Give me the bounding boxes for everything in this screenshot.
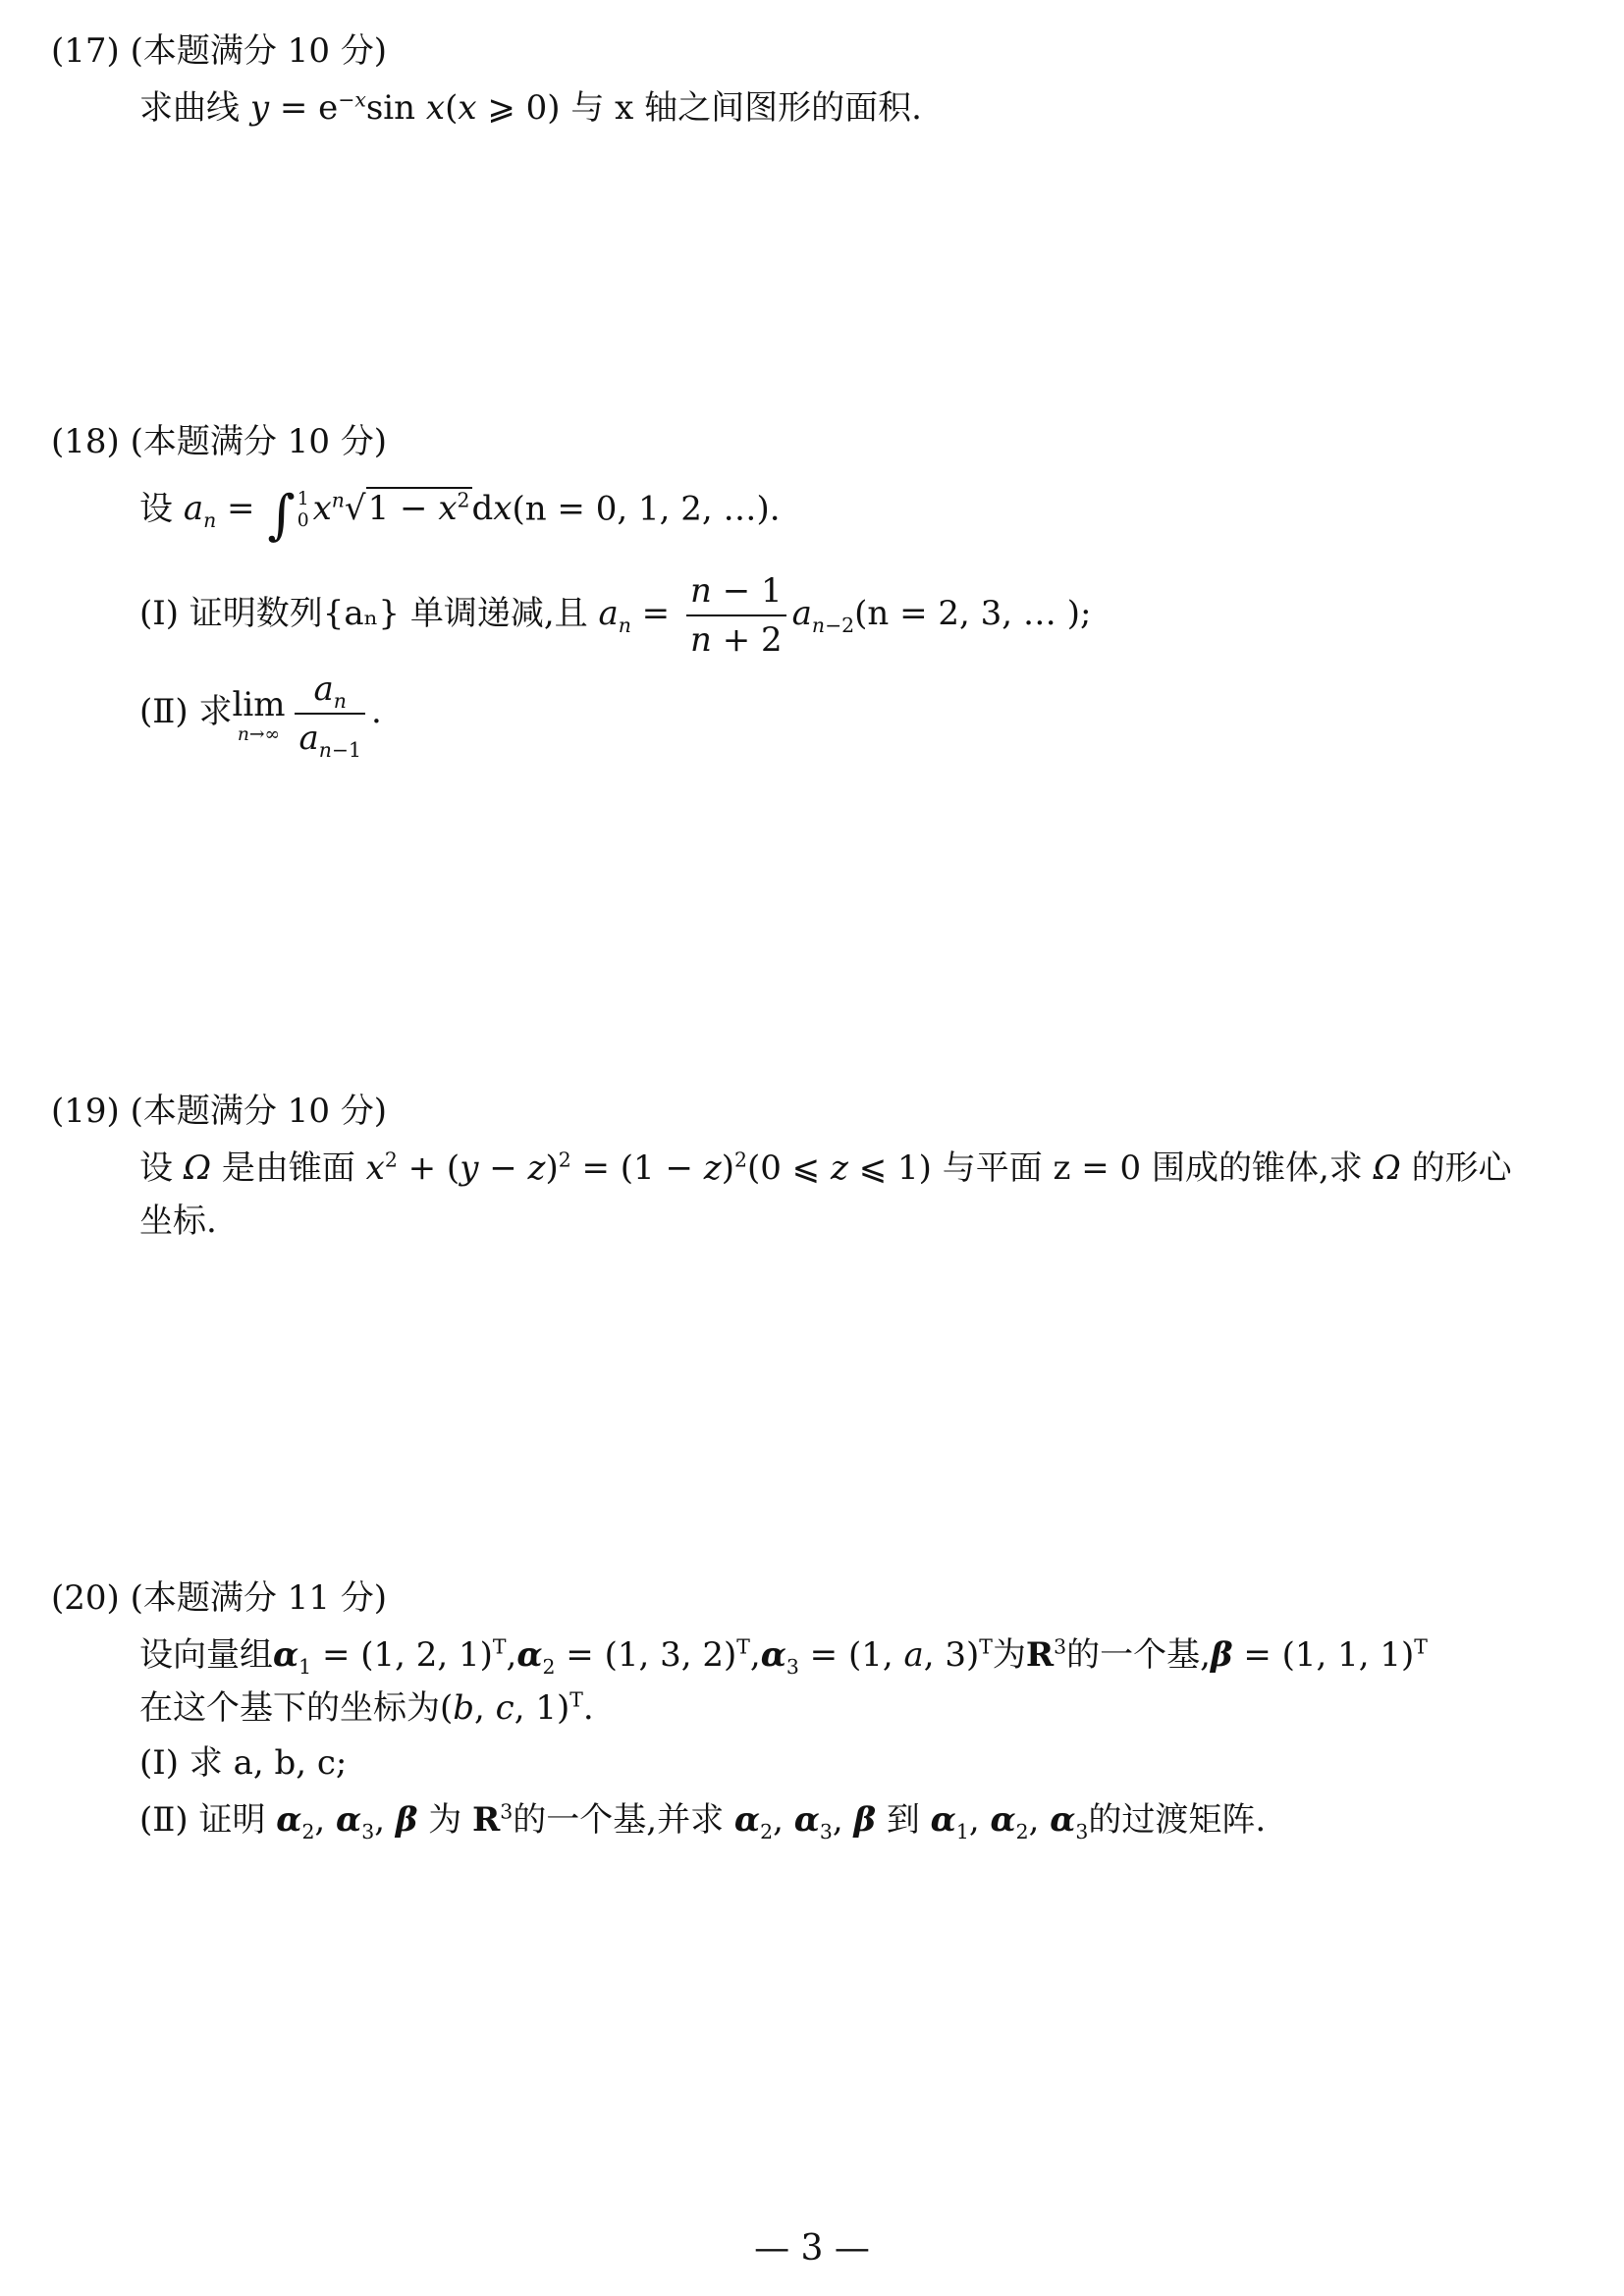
question-20-header — [51, 1576, 387, 1620]
page-number: — 3 — — [754, 2228, 870, 2269]
q18-integral-formula: $a_n$ = ∫ 1 0 $x^n√1 - x^2dx$ — [183, 484, 513, 546]
q18-recurrence-formula: $a_n$ = $\frac{n - 1}{n + 2}$ $a_{n-2}$ — [598, 571, 855, 661]
question-20-score: (本题满分 11 分) — [130, 1578, 388, 1618]
question-18-part-1: (Ⅰ) 证明数列{aₙ} 单调递减,且 $a_n$ = $\frac{n - 1}{n + 2}$ $a_{n-2}(n = 2$, 3, … ); — [139, 571, 1092, 661]
question-19-line-1: 设 Ω 是由锥面 $x^2 + (y - z)^2 = (1 - z)^2(0$ ⩽ z ⩽ 1) 与平面 z = 0 围成的锥体,求 Ω 的形心 — [139, 1148, 1512, 1188]
q19-cone-formula: $x^2 + (y - z)^2 = (1 - z)^2(0$ ⩽ z ⩽ 1) — [365, 1148, 932, 1188]
question-19-score: (本题满分 10 分) — [130, 1092, 388, 1131]
question-18-part-2: (Ⅱ) 求 lim n→∞ $\frac{a_n}{a_{n-1}}$ . — [139, 669, 382, 762]
question-20-line-2: 在这个基下的坐标为(b, c, 1)$^T$. — [139, 1687, 594, 1728]
question-18-intro: 设 $a_n$ = ∫ 1 0 $x^n√1 - x^2dx(n = 0$, 1, 2, …). — [139, 484, 781, 546]
question-18-score: (本题满分 10 分) — [130, 422, 388, 461]
question-20-part-2: (Ⅱ) 证明 $\alpha_2$, $\alpha_3$, β 为 $R^3$的一个基,并求 $\alpha_2$, $\alpha_3$, β 到 $\alpha_1$, $\alpha_2$, $\alpha_3$的过渡矩阵. — [139, 1799, 1267, 1843]
question-19-line-2: 坐标. — [139, 1201, 217, 1241]
question-17-body: 求曲线 $y = e^{-x}\sin$ x(x ⩾ 0) 与 x 轴之间图形的面积. — [139, 87, 922, 128]
q20-coords-formula: (b, c, 1)$^T$. — [440, 1687, 594, 1728]
q18-limit-formula: lim n→∞ $\frac{a_n}{a_{n-1}}$ . — [232, 669, 382, 762]
question-17-number: (17) — [51, 31, 120, 71]
question-19-header — [51, 1090, 387, 1133]
question-17-score: (本题满分 10 分) — [130, 31, 388, 71]
question-18-number: (18) — [51, 422, 120, 461]
question-20-number: (20) — [51, 1578, 120, 1618]
question-17-header — [51, 29, 387, 73]
q20-vectors-formula: $\alpha_1 = (1$, 2, $1)^T,\alpha_2 = (1$, 3, $2)^T,\alpha_3 = (1$, a, 3)$^T$ — [273, 1634, 993, 1679]
question-20-line-1: 设向量组$\alpha_1 = (1$, 2, $1)^T,\alpha_2 = (1$, 3, $2)^T,\alpha_3 = (1$, a, 3)$^T$为$R^3$的一个基,β = (1, 1, 1)$^T$ — [139, 1634, 1428, 1679]
question-20-part-1: (Ⅰ) 求 a, b, c; — [139, 1743, 348, 1783]
q17-formula: $y = e^{-x}\sin$ x(x ⩾ 0) — [249, 87, 561, 128]
question-18-header — [51, 420, 387, 463]
question-19-number: (19) — [51, 1092, 120, 1131]
q20-beta-formula: β = (1, 1, 1)$^T$ — [1210, 1634, 1428, 1675]
